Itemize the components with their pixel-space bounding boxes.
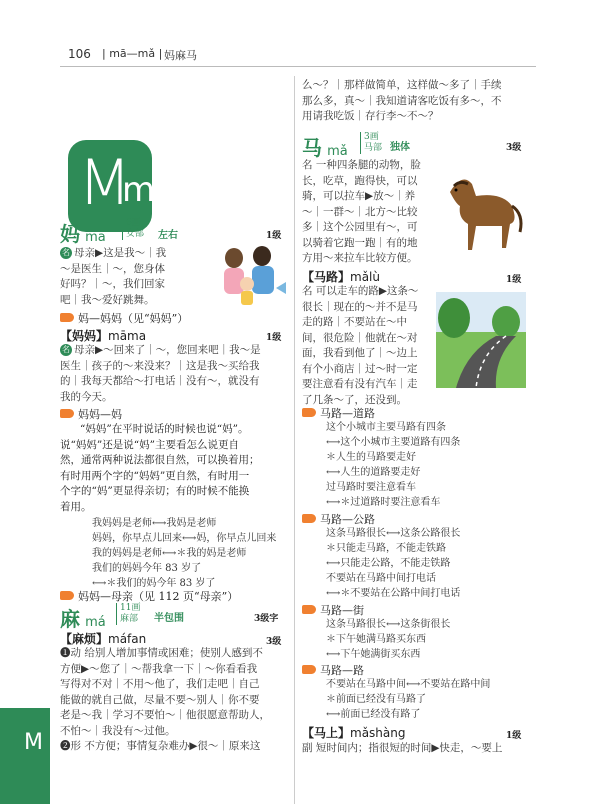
level-malu: 1级	[506, 275, 522, 285]
family-illustration	[214, 244, 290, 312]
page-number: 106	[68, 47, 91, 61]
pos-badge: 名	[62, 248, 70, 257]
road-illustration	[436, 292, 526, 388]
phrase-mafan: 【麻烦】máfan	[60, 632, 147, 646]
phrase-mashang: 【马上】mǎshàng	[302, 726, 406, 740]
definition-ma3: 名 一种四条腿的动物，脸 长，吃草，跑得快，可以 骑，可以拉车▶放～｜养 ～｜一群～｜北方～比较 多｜这个公园里有～，可 以骑着它跑一跑｜有的地 方用～来拉车比较方便。	[302, 159, 421, 264]
definition-mafan: ❶动 给别人增加事情或困难；使别人感到不 方便▶～您了｜～帮我拿一下｜～你看看我 写得对不对｜不用～他了，我们走吧｜自己 能做的就自己做，尽量不要～别人｜你不要 老是～我｜学习不要怕～｜他很愿意帮助人， 不怕～｜我没有～过他。 ❷形 不方便；事情复杂难办▶很～｜原来这	[60, 647, 270, 752]
examples-malu-lu: 不要站在马路中间⟷不要站在路中间 ＊前面已经没有马路了 ⟷前面已经没有路了	[326, 679, 491, 720]
page-pinyin-range: | mā—mǎ |	[102, 47, 163, 60]
phrase-malu: 【马路】mǎlù	[302, 270, 380, 284]
note-ma1: 妈—妈妈（见“妈妈”）	[60, 310, 188, 326]
structure-ma3: 独体	[390, 142, 410, 153]
structure-ma1: 左右	[158, 230, 178, 241]
examples-malu-jie: 这条马路很长⟷这条街很长 ＊下午她满马路买东西 ⟷下午她满街买东西	[326, 619, 451, 660]
definition-mashang: 副 短时间内；指很短的时间▶快走，～要上	[302, 742, 503, 754]
pointing-hand-icon	[60, 591, 74, 600]
headword-pinyin: mā	[85, 230, 106, 245]
column-divider	[294, 76, 295, 804]
stroke-count: 6画	[126, 218, 141, 228]
examples-malu-gonglu: 这条马路很长⟷这条公路很长 ＊只能走马路，不能走铁路 ⟷只能走公路，不能走铁路 不要站在马路中间打电话 ⟷＊不要站在公路中间打电话	[326, 528, 461, 599]
level-mama: 1级	[266, 333, 282, 343]
note-malu-lu: 马路—路	[302, 662, 364, 678]
pointing-hand-icon	[60, 313, 74, 322]
pointing-hand-icon	[302, 665, 316, 674]
note2-mama: 妈妈—母亲（见 112 页“母亲”）	[60, 588, 238, 604]
stroke-info-ma1	[122, 218, 144, 240]
page-header	[0, 0, 600, 64]
pos-badge: 名	[62, 345, 70, 354]
header-rule	[60, 66, 536, 67]
level-ma1: 1级	[266, 231, 282, 241]
headword-ma1	[60, 218, 106, 247]
side-tab-letter: M	[24, 730, 43, 755]
pointing-hand-icon	[302, 514, 316, 523]
pointing-hand-icon	[60, 409, 74, 418]
examples-mama: 我妈妈是老师⟷我妈是老师 妈妈，你早点儿回来⟷妈，你早点儿回来 我的妈妈是老师⟷＊我的妈是老师 我们的妈妈今年 83 岁了 ⟷＊我们的妈今年 83 岁了	[92, 518, 277, 589]
headword-ma3: 马 mǎ	[302, 136, 348, 160]
headword-char: 妈	[60, 222, 80, 246]
level-mashang: 1级	[506, 731, 522, 741]
explanation-mama: “妈妈”在平时说话的时候也说“妈”。 说“妈妈”还是说“妈”主要看怎么说更自 然，通常两种说法都很自然，可以换着用； 有时用两个字的“妈妈”更自然，有时用一 个字的“妈”更显得亲切；有的时候不能换 着用。	[60, 423, 260, 513]
continuation-mafan: 么～？｜那样做简单，这样做～多了｜手续 那么多，真～｜我知道请客吃饭有多～，不 用请我吃饭｜存行李～不～？	[302, 79, 502, 122]
headword-ma2: 麻 má	[60, 607, 106, 631]
note-malu-daolu: 马路—道路	[302, 405, 375, 421]
level-mafan: 3级	[266, 637, 282, 647]
pointing-hand-icon	[302, 605, 316, 614]
definition-mama: 名 母亲▶～回来了｜～，您回来吧｜我～是 医生｜孩子的～来没来？｜这是我～买给我 的｜我每天都给～打电话｜没有～，就没有 我的今天。	[60, 344, 261, 403]
note-malu-jie: 马路—街	[302, 602, 364, 618]
examples-malu-daolu: 这个小城市主要马路有四条 ⟷这个小城市主要道路有四条 ＊人生的马路要走好 ⟷人生的道路要走好 过马路时要注意看车 ⟷＊过道路时要注意看车	[326, 422, 461, 508]
side-index-tab[interactable]	[0, 708, 50, 804]
letter-lower: m	[122, 170, 156, 210]
horse-illustration	[432, 162, 528, 258]
phrase-mama: 【妈妈】māma	[60, 329, 147, 343]
note-mama: 妈妈—妈	[60, 406, 122, 422]
level-ma3: 3级	[506, 143, 522, 153]
radical: 女部	[126, 229, 145, 239]
level-ma2: 3级字	[254, 614, 279, 624]
stroke-info-ma2: 11画 麻部	[116, 603, 140, 625]
definition-ma1: 名 母亲▶这是我～｜我 ～是医生｜～，您身体 好吗？｜～，我们回家 吧｜我～爱好跳舞。	[60, 247, 167, 306]
page-characters: 妈麻马	[164, 49, 197, 62]
pointing-hand-icon	[302, 408, 316, 417]
letter-upper: M	[78, 146, 132, 219]
definition-malu: 名 可以走车的路▶这条～ 很长｜现在的～并不是马 走的路｜不要站在～中 间，很危险｜他就在～对 面，我看到他了｜～边上 有个小商店｜过～时一定 要注意看有没有汽车｜走 了几条～了，还没到。	[302, 285, 419, 406]
structure-ma2: 半包围	[154, 613, 184, 624]
note-malu-gonglu: 马路—公路	[302, 511, 375, 527]
stroke-info-ma3: 3画 马部	[360, 132, 382, 154]
